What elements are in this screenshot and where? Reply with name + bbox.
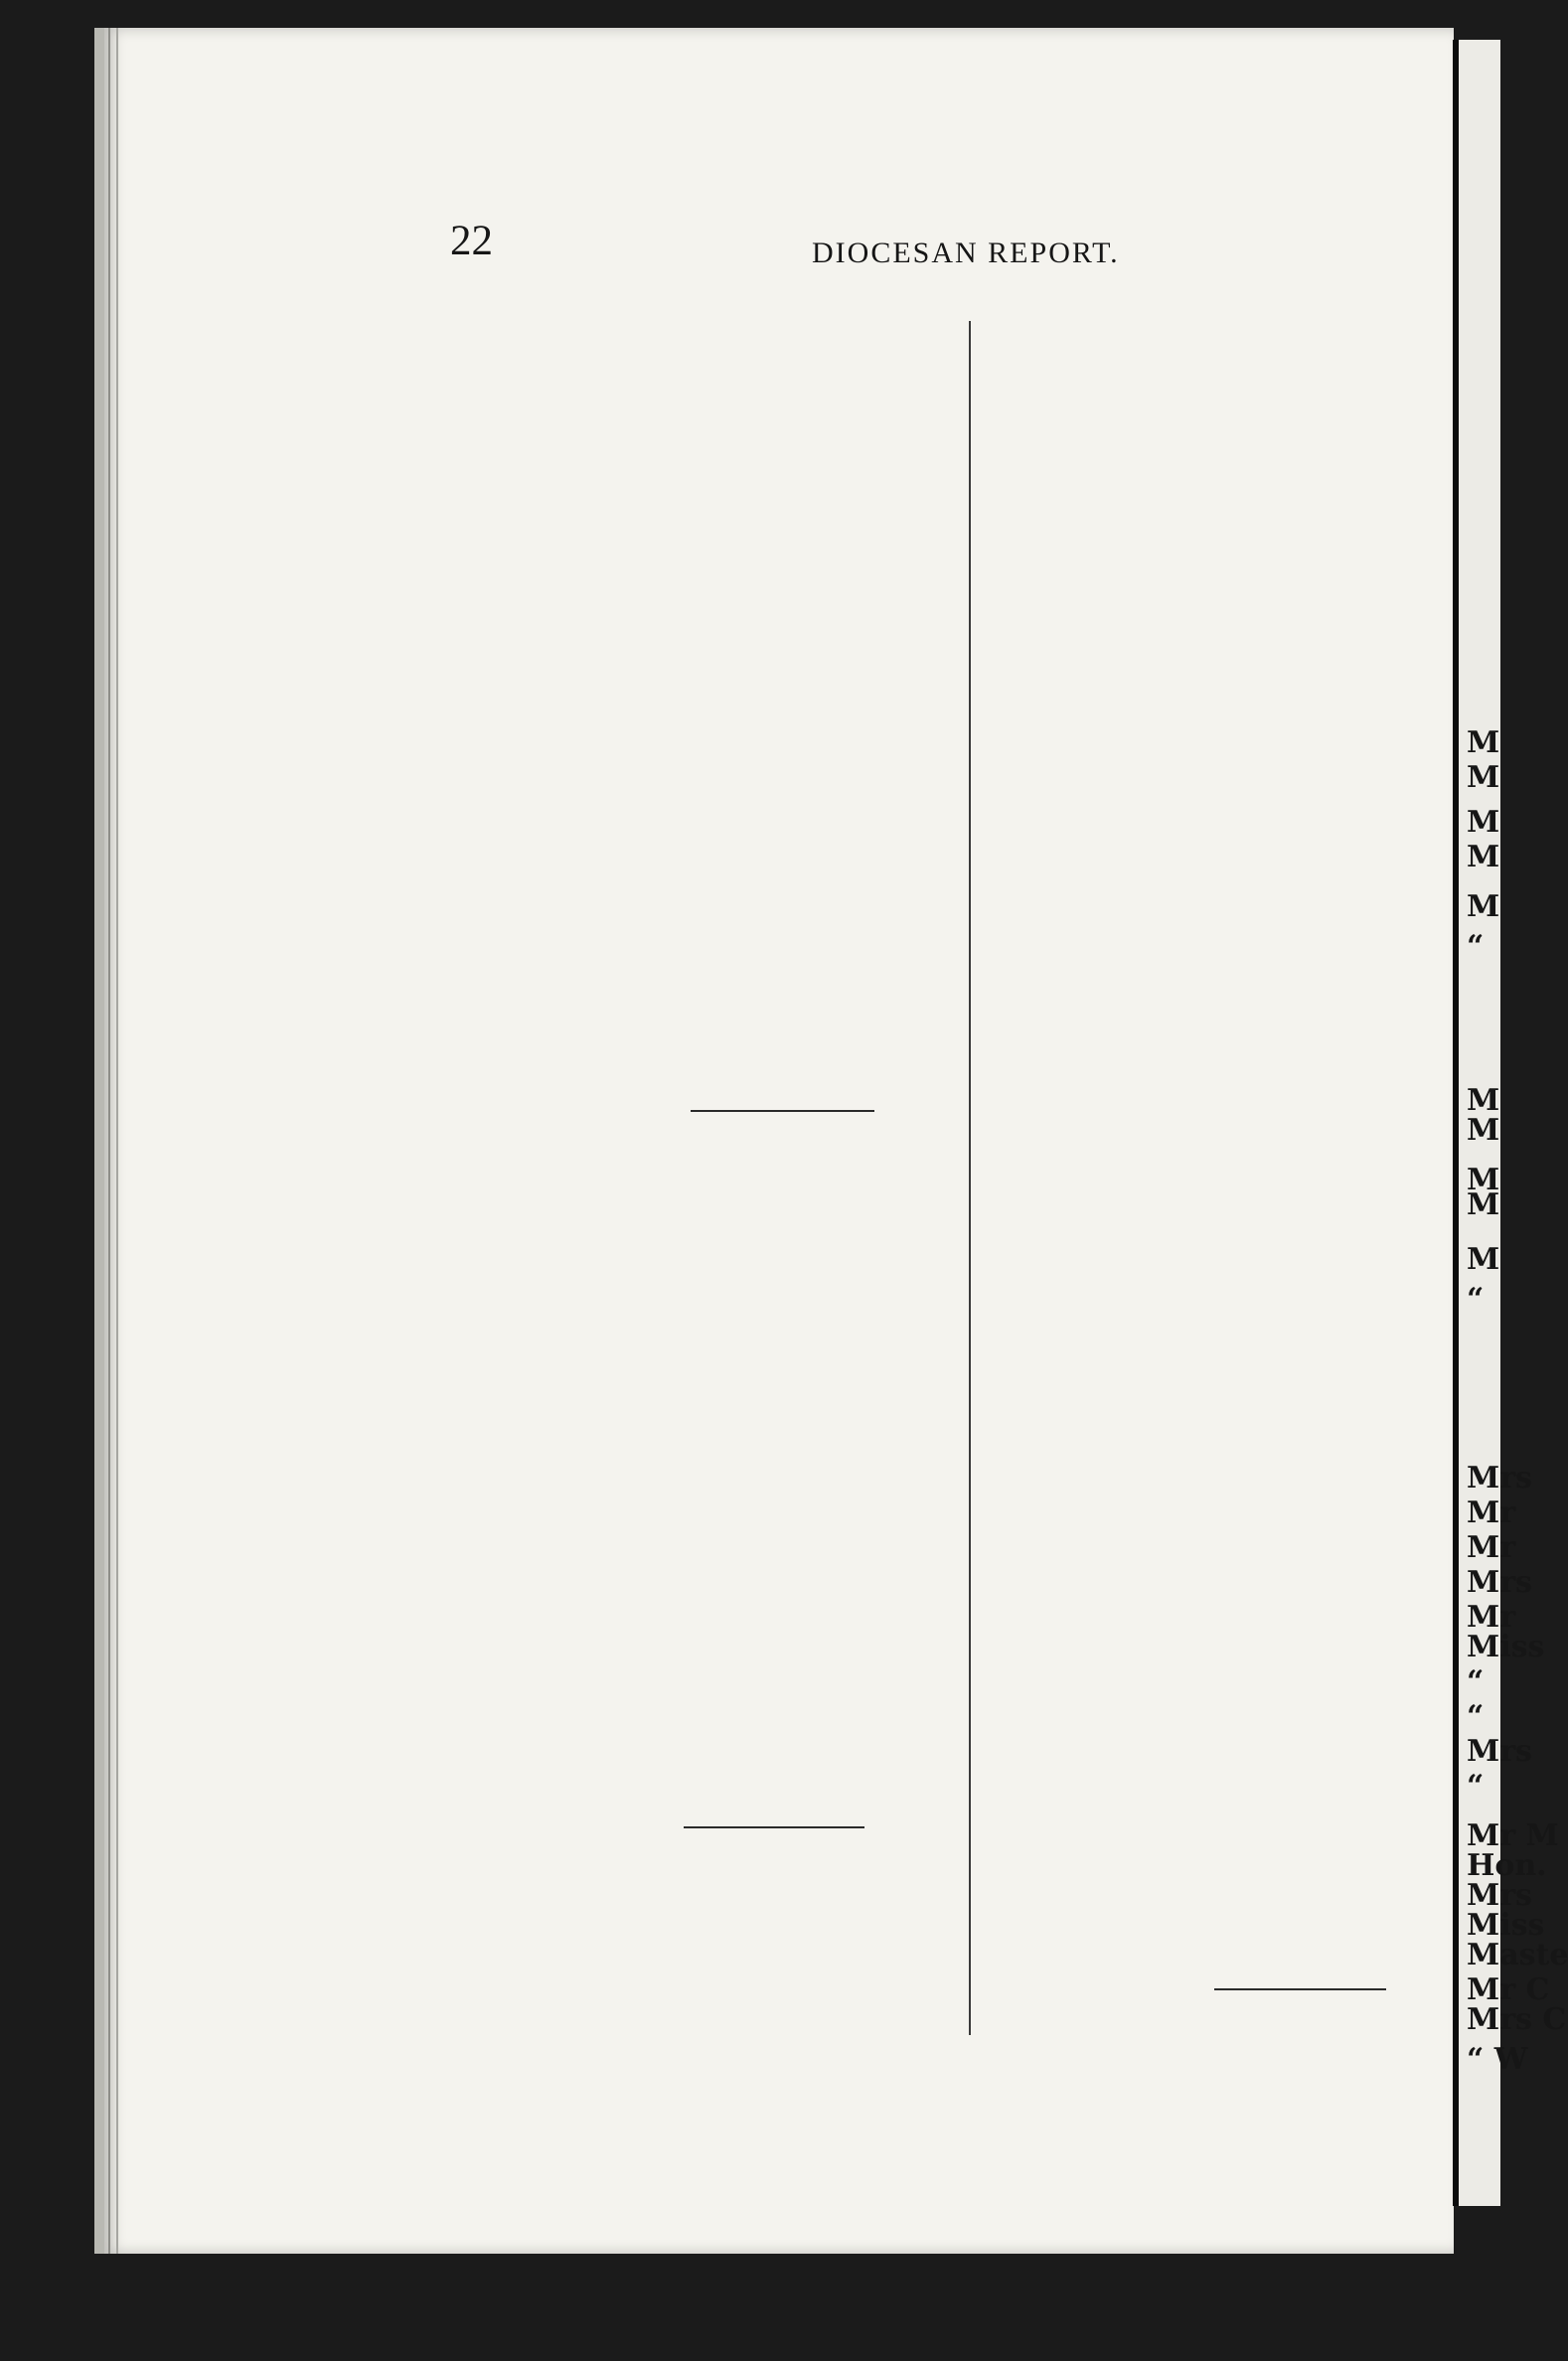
- list-item: [877, 1519, 1419, 1553]
- list-item: [338, 1464, 880, 1497]
- list-item: [877, 739, 1419, 773]
- list-item: [877, 1486, 1419, 1519]
- list-item: [338, 1259, 880, 1293]
- list-item: [877, 1757, 1419, 1791]
- list-item: [877, 1621, 1419, 1654]
- list-item: [877, 1112, 1419, 1146]
- list-item: [338, 1190, 880, 1224]
- list-item: [877, 1180, 1419, 1214]
- adjacent-text-fragment: “: [1467, 1769, 1485, 1804]
- adjacent-text-fragment: Mrs: [1467, 1461, 1532, 1495]
- list-item: [877, 977, 1419, 1011]
- list-item: [338, 1430, 880, 1464]
- list-item: [353, 955, 895, 989]
- list-item: [877, 1282, 1419, 1316]
- adjacent-text-fragment: “: [1467, 929, 1485, 964]
- list-item: [338, 1293, 880, 1327]
- list-item: [877, 1553, 1419, 1587]
- list-item: [877, 1689, 1419, 1723]
- adjacent-text-fragment: “: [1467, 1282, 1485, 1317]
- list-item: [353, 343, 895, 377]
- list-item: [877, 773, 1419, 807]
- list-item: [338, 1328, 880, 1361]
- adjacent-text-fragment: Miss: [1467, 1630, 1545, 1664]
- list-item: [353, 716, 895, 750]
- list-item: [353, 615, 895, 649]
- list-item: [353, 410, 895, 444]
- list-item: [877, 1587, 1419, 1621]
- list-item: [353, 819, 895, 853]
- list-item: [877, 943, 1419, 977]
- list-item: [338, 1532, 880, 1566]
- list-item: [338, 1566, 880, 1600]
- adjacent-text-fragment: Hon.: [1467, 1848, 1547, 1883]
- list-item: [877, 298, 1419, 332]
- list-item: [353, 1023, 895, 1056]
- list-item: [877, 1078, 1419, 1112]
- list-item: [877, 1011, 1419, 1044]
- adjacent-text-fragment: M: [1467, 760, 1500, 795]
- total-rule: [684, 1826, 864, 1828]
- adjacent-text-fragment: M: [1467, 1242, 1500, 1277]
- book-page: [94, 28, 1454, 2254]
- list-item: [353, 513, 895, 547]
- list-item: [877, 1044, 1419, 1078]
- adjacent-text-fragment: M: [1467, 725, 1500, 760]
- adjacent-text-fragment: Mr: [1467, 1600, 1516, 1635]
- section-total: [691, 1115, 874, 1151]
- adjacent-text-fragment: “: [1467, 1664, 1485, 1699]
- list-item: [877, 1147, 1419, 1180]
- list-item: [877, 1824, 1419, 1858]
- list-item: [877, 1248, 1419, 1282]
- list-item: [353, 750, 895, 784]
- list-item: [877, 502, 1419, 536]
- list-item: [338, 1703, 880, 1737]
- adjacent-text-fragment: M: [1467, 1163, 1500, 1197]
- list-item: [877, 1452, 1419, 1486]
- list-item: [877, 569, 1419, 603]
- list-item: [877, 637, 1419, 671]
- list-item: [877, 1383, 1419, 1417]
- list-item: [353, 1056, 895, 1090]
- list-item: [877, 536, 1419, 569]
- list-item: [338, 1601, 880, 1635]
- total-rule: [691, 1110, 874, 1112]
- list-item: [338, 1737, 880, 1771]
- adjacent-text-fragment: M: [1467, 805, 1500, 840]
- list-item: [338, 1669, 880, 1703]
- adjacent-text-fragment: Mr: [1467, 1495, 1516, 1530]
- adjacent-text-fragment: Mrs C: [1467, 2002, 1567, 2037]
- adjacent-text-fragment: M: [1467, 1083, 1500, 1118]
- list-item: [877, 1316, 1419, 1349]
- adjacent-text-fragment: M: [1467, 1113, 1500, 1148]
- running-head: DIOCESAN REPORT.: [812, 236, 1120, 269]
- list-item: [877, 434, 1419, 468]
- list-item: [338, 1395, 880, 1429]
- list-item: [353, 989, 895, 1023]
- list-item: [877, 399, 1419, 433]
- list-item: [353, 547, 895, 580]
- list-item: [877, 1214, 1419, 1248]
- list-item: [877, 874, 1419, 908]
- list-item: [353, 377, 895, 410]
- adjacent-text-fragment: Mr: [1467, 1530, 1516, 1565]
- adjacent-text-fragment: M: [1467, 889, 1500, 924]
- adjacent-text-fragment: M: [1467, 840, 1500, 874]
- adjacent-text-fragment: Maste: [1467, 1938, 1568, 1972]
- list-item: [353, 886, 895, 920]
- adjacent-text-fragment: “: [1467, 1699, 1485, 1734]
- list-item: [338, 1635, 880, 1668]
- list-item: [877, 1791, 1419, 1824]
- adjacent-text-fragment: Mr M: [1467, 1818, 1559, 1853]
- list-item: [338, 1224, 880, 1258]
- list-item: [353, 683, 895, 716]
- adjacent-text-fragment: M: [1467, 1187, 1500, 1222]
- list-item: [877, 603, 1419, 637]
- list-item: [353, 445, 895, 479]
- list-item: [877, 1655, 1419, 1689]
- list-item: [877, 366, 1419, 399]
- list-item: [353, 785, 895, 819]
- adjacent-text-fragment: “ W: [1467, 2042, 1528, 2077]
- adjacent-text-fragment: Miss: [1467, 1908, 1545, 1943]
- list-item: [877, 841, 1419, 874]
- list-item: [877, 672, 1419, 706]
- list-item: [353, 580, 895, 614]
- adjacent-text-fragment: Mrs: [1467, 1734, 1532, 1769]
- list-item: [877, 807, 1419, 841]
- list-item: [877, 1418, 1419, 1452]
- list-item: [353, 479, 895, 513]
- section-total: [684, 1843, 864, 1879]
- section-total: [1214, 1972, 1386, 2008]
- list-item: [877, 706, 1419, 739]
- list-item: [338, 1772, 880, 1806]
- list-item: [323, 1959, 866, 1992]
- list-item: [877, 909, 1419, 943]
- list-item: [353, 649, 895, 683]
- adjacent-text-fragment: Mr C: [1467, 1972, 1550, 2007]
- list-item: [338, 1498, 880, 1532]
- list-item: [877, 468, 1419, 502]
- adjacent-page-edge: [1453, 40, 1568, 2206]
- list-item: [353, 853, 895, 886]
- list-item: [338, 1361, 880, 1395]
- list-item: [353, 920, 895, 954]
- page-number: 22: [450, 218, 493, 264]
- list-item: [877, 1893, 1419, 1927]
- adjacent-text-fragment: Mrs: [1467, 1878, 1532, 1913]
- list-item: [877, 332, 1419, 366]
- list-item: [877, 1858, 1419, 1892]
- list-item: [877, 1349, 1419, 1383]
- adjacent-text-fragment: Mrs: [1467, 1565, 1532, 1600]
- list-item: [877, 1723, 1419, 1757]
